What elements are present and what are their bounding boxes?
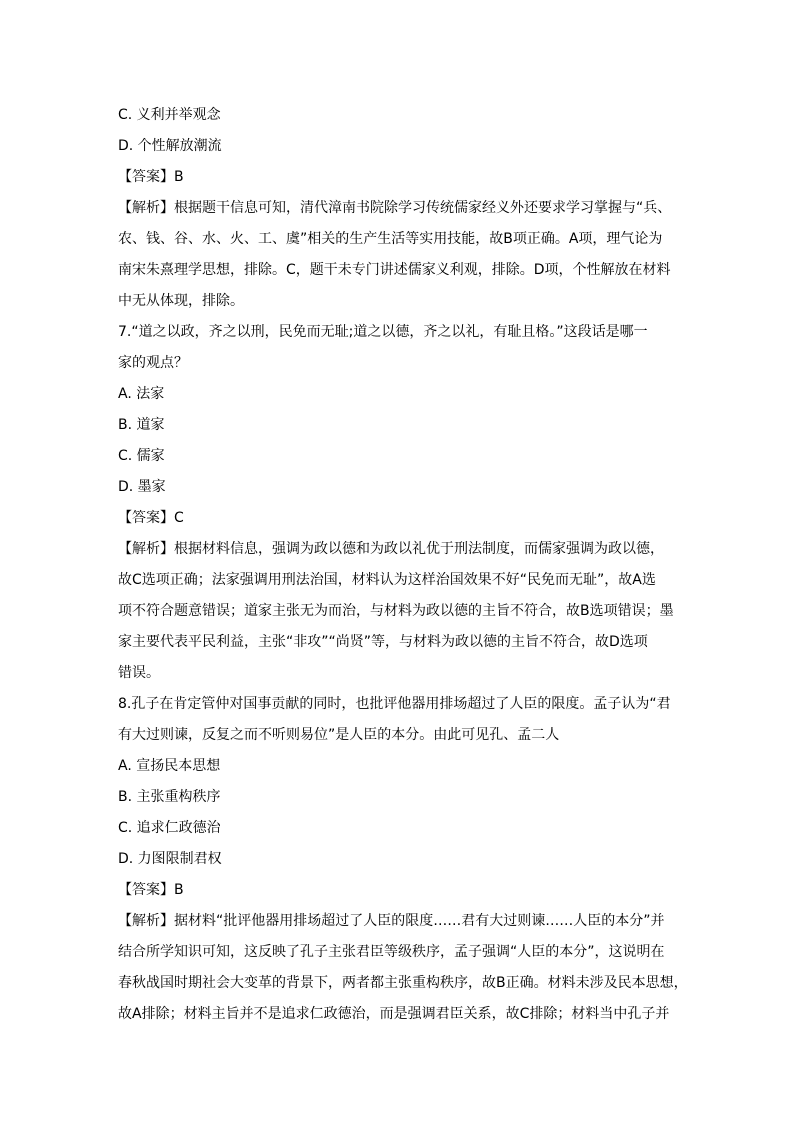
line-text: 家的观点？ bbox=[118, 355, 188, 371]
analysis-tag: 【解析】 bbox=[118, 541, 174, 557]
option-line: D. 墨家 bbox=[118, 479, 166, 495]
option-line: C. 追求仁政德治 bbox=[118, 820, 221, 836]
option-line: B. 主张重构秩序 bbox=[118, 789, 221, 805]
document-page bbox=[118, 100, 688, 1030]
option-line: A. 宣扬民本思想 bbox=[118, 758, 221, 774]
analysis-tag: 【解析】 bbox=[118, 913, 174, 929]
question-line bbox=[118, 720, 678, 751]
question-block bbox=[118, 317, 678, 379]
question-line bbox=[118, 348, 678, 379]
option-line: A. 法家 bbox=[118, 386, 165, 402]
line-text: 项不符合题意错误；道家主张无为而治，与材料为政以德的主旨不符合，故B选项错误；墨 bbox=[118, 603, 674, 619]
analysis-tag: 【解析】 bbox=[118, 200, 174, 216]
analysis-line bbox=[118, 286, 678, 317]
analysis-line bbox=[118, 968, 688, 999]
line-text: 家主要代表平民利益，主张“非攻”“尚贤”等，与材料为政以德的主旨不符合，故D选项 bbox=[118, 634, 648, 650]
line-text: 根据题干信息可知，清代漳南书院除学习传统儒家经义外还要求学习掌握与“兵、 bbox=[174, 200, 672, 216]
analysis-line bbox=[118, 534, 678, 565]
line-text: 农、钱、谷、水、火、工、虞”相关的生产生活等实用技能，故B项正确。A项，理气论为 bbox=[118, 231, 663, 247]
option-line: D. 个性解放潮流 bbox=[118, 138, 222, 154]
question-line bbox=[118, 317, 678, 348]
line-text: 故A排除；材料主旨并不是追求仁政德治，而是强调君臣关系，故C排除；材料当中孔子并 bbox=[118, 1006, 670, 1022]
line-text: 8.孔子在肯定管仲对国事贡献的同时，也批评他器用排场超过了人臣的限度。孟子认为“君 bbox=[118, 696, 671, 712]
analysis-line bbox=[118, 627, 678, 658]
analysis-line bbox=[118, 224, 678, 255]
line-text: 错误。 bbox=[118, 665, 160, 681]
analysis-line bbox=[118, 565, 678, 596]
analysis-block bbox=[118, 534, 678, 689]
analysis-line bbox=[118, 937, 678, 968]
answer-tag: 【答案】 bbox=[118, 882, 174, 898]
answer-line bbox=[118, 162, 678, 193]
analysis-line bbox=[118, 193, 678, 224]
question-block bbox=[118, 689, 678, 751]
option-line: C. 义利并举观念 bbox=[118, 107, 221, 123]
analysis-block bbox=[118, 906, 688, 1030]
line-text: 南宋朱熹理学思想，排除。C，题干未专门讲述儒家义利观，排除。D项，个性解放在材料 bbox=[118, 262, 671, 278]
analysis-line bbox=[118, 999, 678, 1030]
line-text: 春秋战国时期社会大变革的背景下，两者都主张重构秩序，故B正确。材料未涉及民本思想， bbox=[118, 975, 688, 991]
question-line bbox=[118, 689, 678, 720]
analysis-line bbox=[118, 255, 678, 286]
answer-line bbox=[118, 503, 678, 534]
line-text: 故C选项正确；法家强调用刑法治国，材料认为这样治国效果不好“民免而无耻”，故A选 bbox=[118, 572, 656, 588]
line-text: 据材料“批评他器用排场超过了人臣的限度……君有大过则谏……人臣的本分”并 bbox=[174, 913, 665, 929]
answer-value: C bbox=[174, 510, 184, 526]
answer-value: B bbox=[174, 882, 184, 898]
answer-tag: 【答案】 bbox=[118, 169, 174, 185]
analysis-line bbox=[118, 658, 678, 689]
option-line: D. 力图限制君权 bbox=[118, 851, 222, 867]
line-text: 7.“道之以政，齐之以刑，民免而无耻;道之以德，齐之以礼，有耻且格。”这段话是哪一 bbox=[118, 324, 648, 340]
analysis-line bbox=[118, 906, 678, 937]
answer-line bbox=[118, 875, 678, 906]
option-line: B. 道家 bbox=[118, 417, 165, 433]
option-line: C. 儒家 bbox=[118, 448, 165, 464]
line-text: 有大过则谏，反复之而不听则易位”是人臣的本分。由此可见孔、孟二人 bbox=[118, 727, 560, 743]
analysis-block bbox=[118, 193, 678, 317]
answer-value: B bbox=[174, 169, 184, 185]
line-text: 根据材料信息，强调为政以德和为政以礼优于刑法制度，而儒家强调为政以德， bbox=[174, 541, 664, 557]
analysis-line bbox=[118, 596, 678, 627]
answer-tag: 【答案】 bbox=[118, 510, 174, 526]
line-text: 结合所学知识可知，这反映了孔子主张君臣等级秩序，孟子强调“人臣的本分”，这说明在 bbox=[118, 944, 665, 960]
line-text: 中无从体现，排除。 bbox=[118, 293, 244, 309]
